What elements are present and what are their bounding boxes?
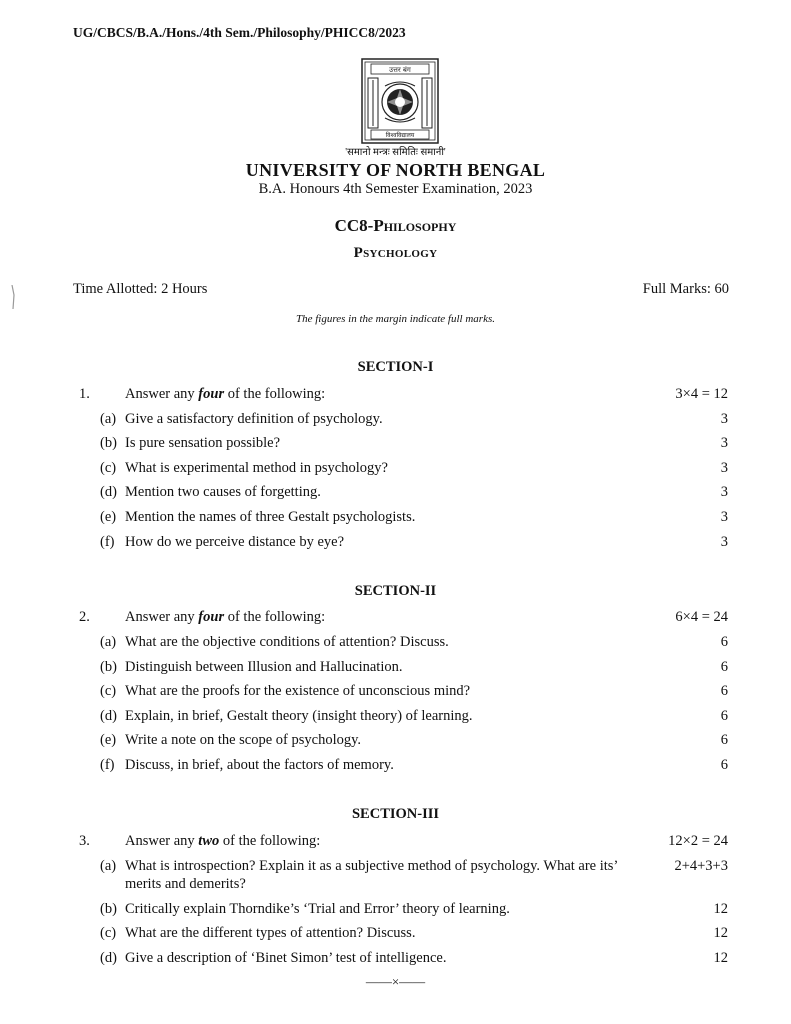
question-marks: 6×4 = 24 <box>675 609 728 625</box>
paper-code: UG/CBCS/B.A./Hons./4th Sem./Philosophy/PHICC8/2023 <box>73 25 406 40</box>
question-line <box>0 609 791 629</box>
section-title: SECTION-I <box>357 359 434 375</box>
question-number: 1. <box>79 386 90 402</box>
paper-title: CC8-Philosophy <box>334 216 457 235</box>
question-paper: UG/CBCS/B.A./Hons./4th Sem./Philosophy/PHICC8/2023 उत्तर बंग विश्वविद्यालय 'समानो मन्त्रः समितिः समानी' UNIVERSITY OF NORTH BENGAL B.A. Honours 4th Semester Examination, 2023 CC8-Philosophy Psychology Time Allotted: 2 Hours Full Marks: 60 The figures in the margin indicate full marks. SECTION-I 1. Answer any four of the following: 3×4 = 12 (a) Give a satisfactory definition of psychology. 3 (b) Is pure sensation possible? 3 (c) What is experimental method in psychology? 3 (d) Mention two causes of forgetting. 3 (e) Mention the names of three Gestalt psychologists. 3 (f) How do we perceive distance by eye? 3 SECTION-II 2. Answer any four of the following: 6×4 = 24 (a) What are the objective conditions of attention? Discuss. 6 (b) Distinguish between Illusion and Hallucination. 6 (c) What are the proofs for the existence of unconscious mind? 6 (d) Explain, in brief, Gestalt theory (insight theory) of learning. 6 (e) Write a note on the scope of psychology. 6 (f) Discuss, in brief, about the factors of memory. 6 SECTION-III 3. Answer any two of the following: 12×2 = 24 (a) What is introspection? Explain it as a subjective method of psychology. What are its’ merits and demerits? 2+4+3+3 (b) Critically explain Thorndike’s ‘Trial and Error’ theory of learning. 12 (c) What are the different types of attention? Discuss. 12 (d) Give a description of ‘Binet Simon’ test of intelligence. 12 ——×—— <box>0 0 791 1024</box>
full-marks: Full Marks: 60 <box>642 281 729 297</box>
marks-note: The figures in the margin indicate full marks. <box>295 313 495 325</box>
university-emblem-icon <box>361 58 439 144</box>
question-marks: 3×4 = 12 <box>675 386 728 402</box>
time-allotted: Time Allotted: 2 Hours <box>73 281 208 297</box>
university-motto: 'समानो मन्त्रः समितिः समानी' <box>345 147 446 158</box>
question-number: 2. <box>79 609 90 625</box>
scan-mark <box>10 285 16 309</box>
question-number: 3. <box>79 833 90 849</box>
svg-text:विश्वविद्यालय: विश्वविद्यालय <box>385 132 415 139</box>
university-name: UNIVERSITY OF NORTH BENGAL <box>245 160 546 180</box>
question-instruction: Answer any four of the following: <box>125 386 326 402</box>
section-title: SECTION-II <box>354 583 437 599</box>
question-instruction: Answer any four of the following: <box>125 609 326 625</box>
end-mark: ——×—— <box>365 974 426 989</box>
subject-title: Psychology <box>353 245 438 261</box>
svg-text:उत्तर बंग: उत्तर बंग <box>389 66 411 74</box>
exam-title: B.A. Honours 4th Semester Examination, 2023 <box>258 181 533 197</box>
question-marks: 12×2 = 24 <box>668 833 728 849</box>
question-line <box>0 386 791 406</box>
question-instruction: Answer any two of the following: <box>125 833 321 849</box>
question-line <box>0 833 791 853</box>
section-title: SECTION-III <box>351 806 440 822</box>
